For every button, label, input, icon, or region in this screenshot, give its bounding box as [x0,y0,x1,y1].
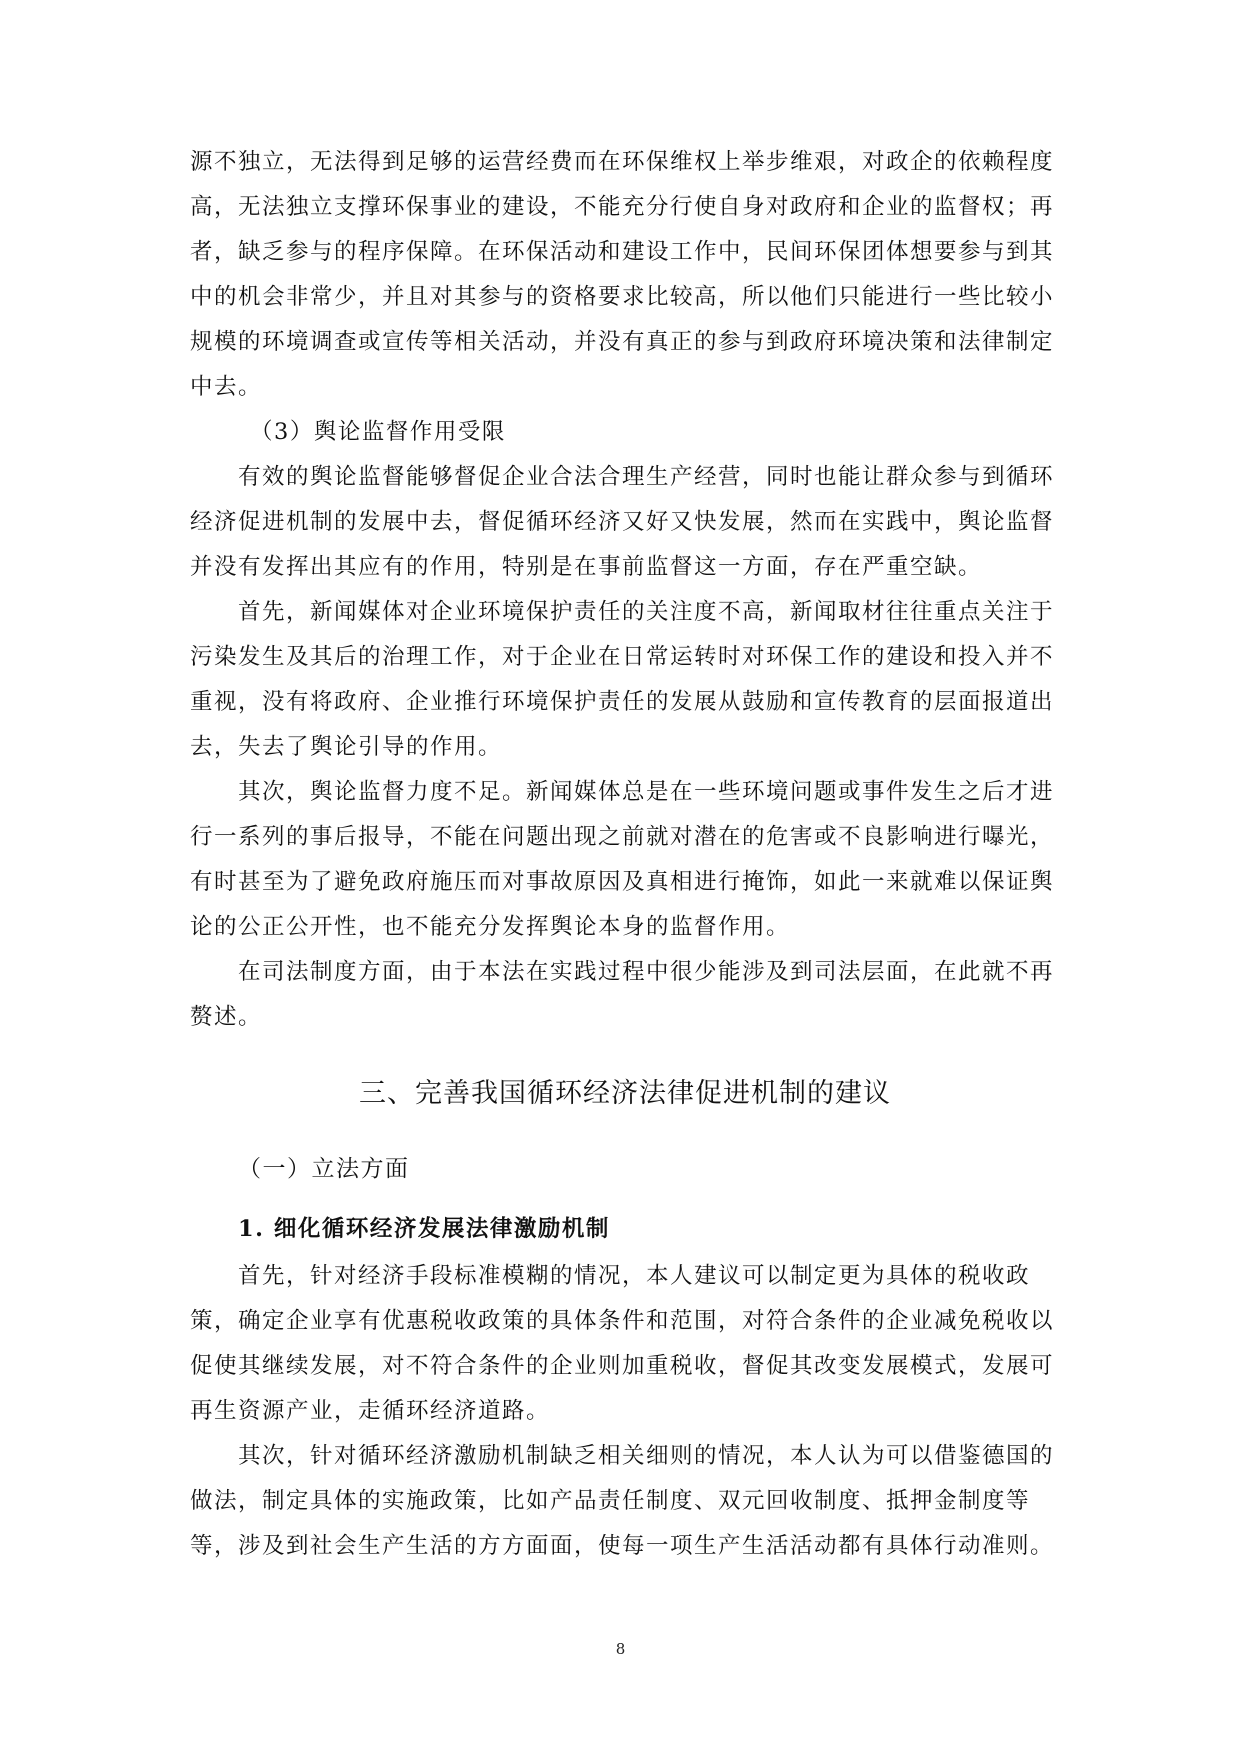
paragraph-tax-policy: 首先，针对经济手段标准模糊的情况，本人建议可以制定更为具体的税收政策，确定企业享有优惠税收政策的具体条件和范围，对符合条件的企业减免税收以促使其继续发展，对不符合条件的企业则加重税收，督促其改变发展模式，发展可再生资源产业，走循环经济道路。 [190,1263,1055,1424]
paragraph-judicial: 在司法制度方面，由于本法在实践过程中很少能涉及到司法层面，在此就不再赘述。 [190,959,1055,1030]
paragraph-media-strength: 其次，舆论监督力度不足。新闻媒体总是在一些环境问题或事件发生之后才进行一系列的事后报导，不能在问题出现之前就对潜在的危害或不良影响进行曝光，有时甚至为了避免政府施压而对事故原因及真相进行掩饰，如此一来就难以保证舆论的公正公开性，也不能充分发挥舆论本身的监督作用。 [190,779,1055,940]
subsection-heading-legislation: （一）立法方面 [238,1156,410,1182]
paragraph-continuation: 源不独立，无法得到足够的运营经费而在环保维权上举步维艰，对政企的依赖程度高，无法独立支撑环保事业的建设，不能充分行使自身对政府和企业的监督权；再者，缺乏参与的程序保障。在环保活动和建设工作中，民间环保团体想要参与到其中的机会非常少，并且对其参与的资格要求比较高，所以他们只能进行一些比较小规模的环境调查或宣传等相关活动，并没有真正的参与到政府环境决策和法律制定中去。 [190,149,1055,400]
subheading-public-opinion: （3）舆论监督作用受限 [250,419,506,445]
page-number: 8 [615,1640,626,1658]
item-heading-incentive: 1. 细化循环经济发展法律激励机制 [238,1216,610,1242]
paragraph-germany-example: 其次，针对循环经济激励机制缺乏相关细则的情况，本人认为可以借鉴德国的做法，制定具体的实施政策，比如产品责任制度、双元回收制度、抵押金制度等等，涉及到社会生产生活的方方面面，使每一项生产生活活动都有具体行动准则。 [190,1443,1055,1559]
document-body [190,140,1060,1569]
section-heading: 三、完善我国循环经济法律促进机制的建议 [359,1078,891,1109]
paragraph-media-attention: 首先，新闻媒体对企业环境保护责任的关注度不高，新闻取材往往重点关注于污染发生及其后的治理工作，对于企业在日常运转时对环保工作的建设和投入并不重视，没有将政府、企业推行环境保护责任的发展从鼓励和宣传教育的层面报道出去，失去了舆论引导的作用。 [190,599,1055,760]
paragraph-public-opinion-intro: 有效的舆论监督能够督促企业合法合理生产经营，同时也能让群众参与到循环经济促进机制的发展中去，督促循环经济又好又快发展，然而在实践中，舆论监督并没有发挥出其应有的作用，特别是在事前监督这一方面，存在严重空缺。 [190,464,1055,580]
